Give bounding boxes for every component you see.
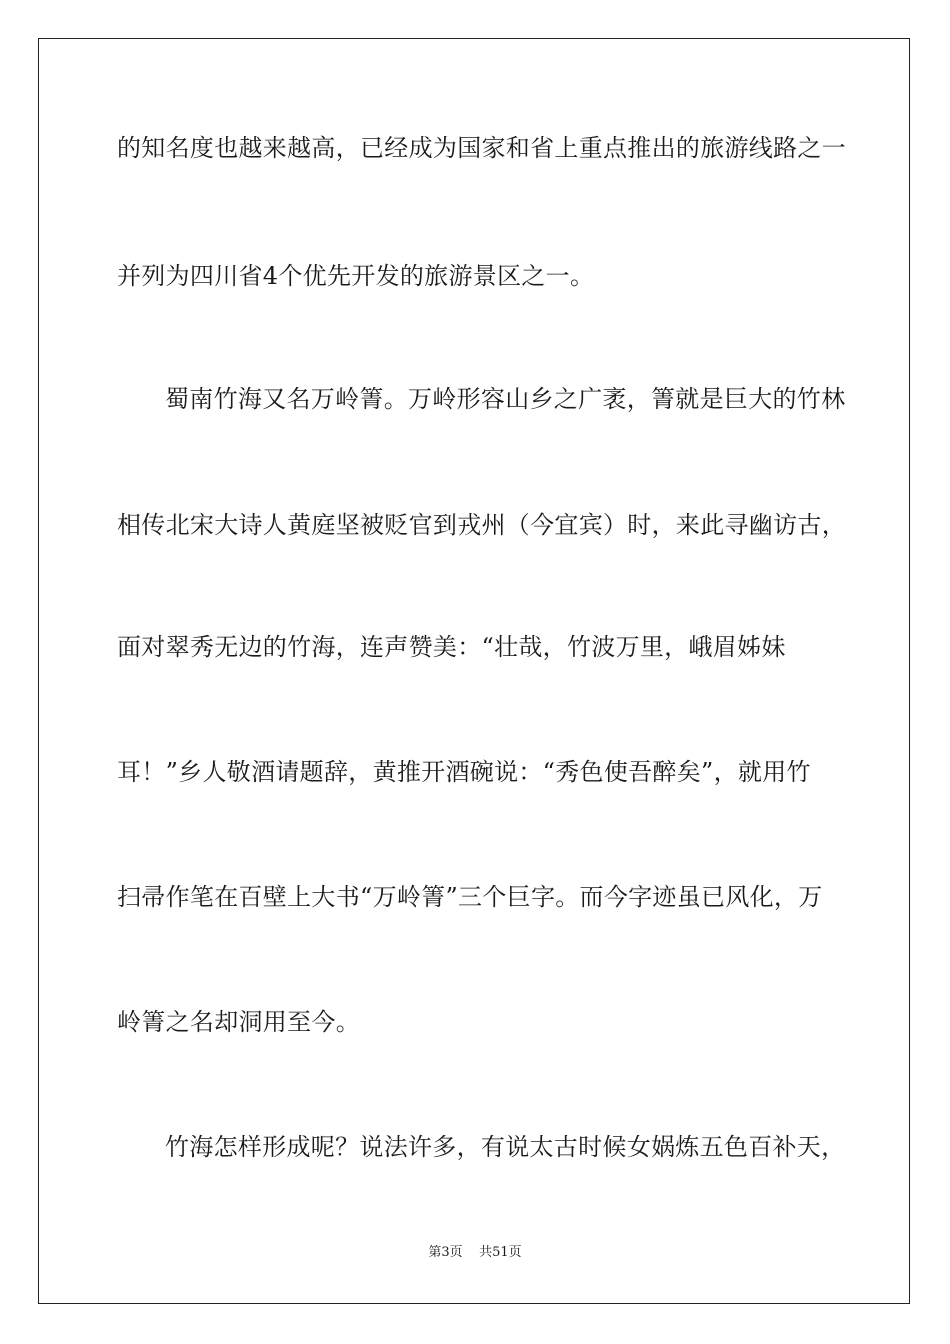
body-text-line: 面对翠秀无边的竹海，连声赞美：“壮哉，竹波万里，峨眉姊妹 bbox=[117, 633, 786, 661]
body-text-line: 扫帚作笔在百壁上大书“万岭箐”三个巨字。而今字迹虽已风化，万 bbox=[117, 883, 823, 911]
paragraph-start-line: 蜀南竹海又名万岭箐。万岭形容山乡之广袤，箐就是巨大的竹林 bbox=[165, 385, 846, 413]
body-text-line: 并列为四川省4个优先开发的旅游景区之一。 bbox=[117, 262, 595, 290]
paragraph-start-line: 竹海怎样形成呢？说法许多，有说太古时候女娲炼五色百补天， bbox=[165, 1133, 846, 1161]
body-text-line: 的知名度也越来越高，已经成为国家和省上重点推出的旅游线路之一 bbox=[117, 134, 846, 162]
body-text-line: 耳！”乡人敬酒请题辞，黄推开酒碗说：“秀色使吾醉矣”，就用竹 bbox=[117, 758, 811, 786]
page-number-footer: 第3页 共51页 bbox=[428, 1245, 522, 1260]
body-text-line: 相传北宋大诗人黄庭坚被贬官到戎州（今宜宾）时，来此寻幽访古， bbox=[117, 511, 846, 539]
page-border bbox=[38, 38, 910, 1304]
body-text-line: 岭箐之名却洞用至今。 bbox=[117, 1008, 360, 1036]
